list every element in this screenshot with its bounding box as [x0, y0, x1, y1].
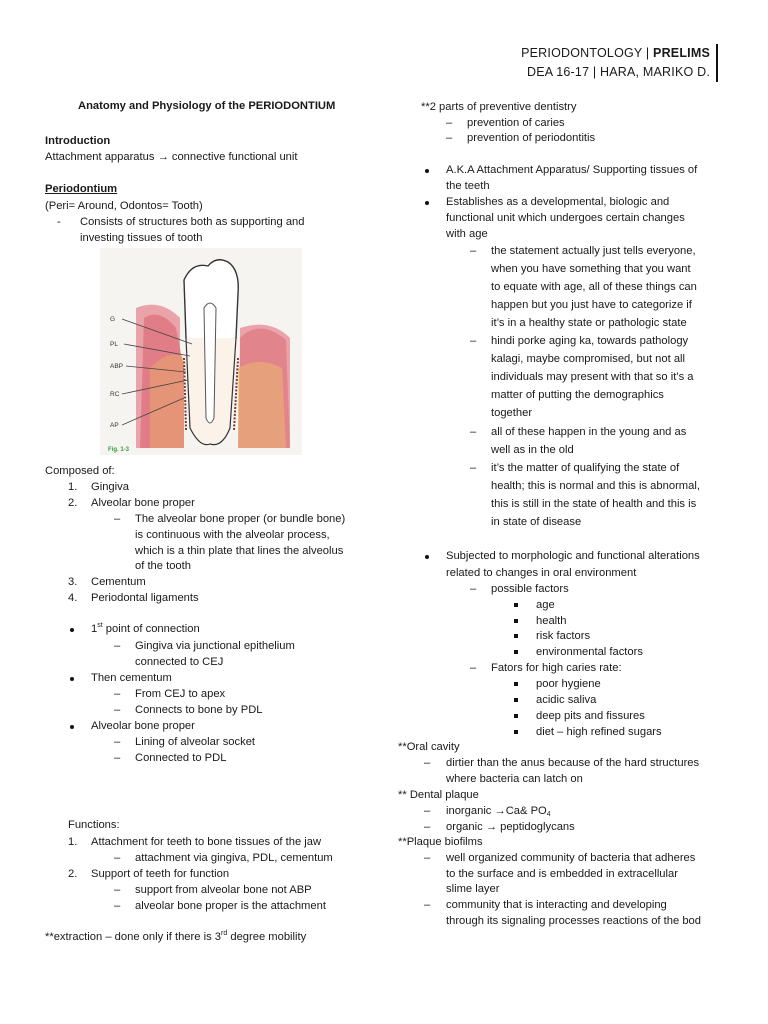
- factor-item: age: [536, 599, 555, 611]
- dash-marker: –: [470, 462, 477, 474]
- subjected-line: related to changes in oral environment: [446, 567, 637, 579]
- square-bullet: [514, 619, 518, 623]
- inorganic-line: [446, 804, 551, 818]
- abp-sub-line: The alveolar bone proper (or bundle bone): [135, 513, 346, 525]
- composed-heading: Composed of:: [45, 465, 115, 477]
- caries-item: deep pits and fissures: [536, 710, 645, 722]
- periodontium-etymology: (Peri= Around, Odontos= Tooth): [45, 200, 203, 212]
- periodontium-desc-2: investing tissues of tooth: [80, 232, 203, 244]
- function2-sub: alveolar bone proper is the attachment: [135, 900, 326, 912]
- dash-marker: –: [114, 752, 121, 764]
- first-point-num: 1: [91, 623, 98, 635]
- hindi-line: matter of putting the demographics: [491, 389, 664, 401]
- label-ap: AP: [110, 422, 119, 429]
- establishes-line: Establishes as a developmental, biologic and: [446, 196, 670, 208]
- extraction-text-end: degree mobility: [227, 931, 307, 943]
- first-point-text: point of connection: [102, 623, 200, 635]
- preventive-item: prevention of periodontitis: [467, 132, 596, 144]
- function-num-1: 1.: [68, 836, 78, 848]
- tooth-diagram-figure: [100, 248, 302, 455]
- factor-item: health: [536, 615, 567, 627]
- dash-marker: –: [114, 640, 121, 652]
- possible-factors: possible factors: [491, 583, 569, 595]
- square-bullet: [514, 714, 518, 718]
- matter-line: this is still in the state of health and this is: [491, 498, 697, 510]
- inorganic-sub: 4: [546, 811, 551, 818]
- establishes-line: with age: [446, 228, 488, 240]
- hindi-line: individuals may present with that so it’s a: [491, 371, 694, 383]
- dash-marker: –: [114, 513, 121, 525]
- dash-marker: -: [57, 216, 61, 228]
- composed-item-pdl: Periodontal ligaments: [91, 592, 199, 604]
- dash-marker: –: [446, 132, 453, 144]
- label-abp: ABP: [110, 363, 124, 370]
- abp-bullet-sub: Connected to PDL: [135, 752, 227, 764]
- matter-line: it’s the matter of qualifying the state of: [491, 462, 680, 474]
- label-g: G: [110, 316, 116, 323]
- function-item-1: Attachment for teeth to bone tissues of the jaw: [91, 836, 322, 848]
- fators-heading: Fators for high caries rate:: [491, 662, 622, 674]
- statement-line: when you have something that you want: [491, 263, 691, 275]
- cementum-sub: From CEJ to apex: [135, 688, 226, 700]
- hindi-line: together: [491, 407, 533, 419]
- extraction-note: [45, 930, 306, 944]
- hindi-line: hindi porke aging ka, towards pathology: [491, 335, 689, 347]
- page-title: Anatomy and Physiology of the PERIODONTIUM: [78, 100, 336, 112]
- header-rule: [716, 44, 718, 82]
- author-name: HARA, MARIKO D.: [600, 65, 710, 79]
- composed-item-abp: Alveolar bone proper: [91, 497, 195, 509]
- doc-header-line1: PERIODONTOLOGY | PRELIMS: [521, 46, 710, 60]
- function1-sub: attachment via gingiva, PDL, cementum: [135, 852, 333, 864]
- intro-heading: Introduction: [45, 135, 111, 147]
- section-label: DEA 16-17: [526, 65, 590, 79]
- first-point-line: [91, 622, 200, 636]
- abp-sub-line: which is a thin plate that lines the alveolus: [135, 545, 344, 557]
- gingiva-sub-1: Gingiva via junctional epithelium: [135, 640, 295, 652]
- gingiva-sub-2: connected to CEJ: [135, 656, 224, 668]
- course-name: PERIODONTOLOGY: [521, 46, 643, 60]
- square-bullet: [514, 634, 518, 638]
- abp-bullet: Alveolar bone proper: [91, 720, 195, 732]
- composed-item-cementum: Cementum: [91, 576, 146, 588]
- matter-line: health; this is normal and this is abnormal,: [491, 480, 700, 492]
- dash-marker: –: [470, 335, 477, 347]
- caries-item: diet – high refined sugars: [536, 726, 662, 738]
- statement-line: it’s in a healthy state or pathologic state: [491, 317, 687, 329]
- dash-marker: –: [470, 245, 477, 257]
- composed-num-3: 3.: [68, 576, 78, 588]
- bullet-dot: [425, 555, 429, 559]
- dash-marker: –: [114, 900, 121, 912]
- aka-line-2: the teeth: [446, 180, 490, 192]
- label-rc: RC: [110, 391, 120, 398]
- matter-line: in state of disease: [491, 516, 582, 528]
- then-cementum: Then cementum: [91, 672, 172, 684]
- functions-heading: Functions:: [68, 819, 120, 831]
- square-bullet: [514, 682, 518, 686]
- bullet-dot: [70, 725, 74, 729]
- dash-marker: –: [114, 736, 121, 748]
- extraction-text: **extraction – done only if there is 3: [45, 931, 221, 943]
- abp-bullet-sub: Lining of alveolar socket: [135, 736, 256, 748]
- preventive-heading: **2 parts of preventive dentistry: [421, 101, 577, 113]
- biofilm-line: well organized community of bacteria that adheres: [446, 852, 696, 864]
- biofilm-line: to the surface and is embedded in extracellular: [446, 868, 678, 880]
- biofilm-line: community that is interacting and developing: [446, 899, 667, 911]
- dash-marker: –: [470, 583, 477, 595]
- organic-line: organic → peptidoglycans: [446, 821, 575, 833]
- oral-cavity-heading: **Oral cavity: [398, 741, 460, 753]
- young-line: well as in the old: [491, 444, 574, 456]
- dash-marker: –: [424, 805, 431, 817]
- dash-marker: –: [114, 688, 121, 700]
- dash-marker: –: [470, 426, 477, 438]
- aka-line-1: A.K.A Attachment Apparatus/ Supporting tissues of: [446, 164, 698, 176]
- square-bullet: [514, 730, 518, 734]
- periodontium-desc-1: Consists of structures both as supporting and: [80, 216, 305, 228]
- square-bullet: [514, 698, 518, 702]
- square-bullet: [514, 650, 518, 654]
- oral-sub: dirtier than the anus because of the hard structures: [446, 757, 700, 769]
- abp-sub-line: of the tooth: [135, 560, 191, 572]
- term-label: PRELIMS: [653, 46, 710, 60]
- dash-marker: –: [424, 899, 431, 911]
- label-pl: PL: [110, 341, 118, 348]
- dash-marker: –: [424, 821, 431, 833]
- abp-sub-line: is continuous with the alveolar process,: [135, 529, 330, 541]
- figure-caption: Fig. 1-3: [108, 447, 130, 453]
- hindi-line: kalagi, maybe compromised, but not all: [491, 353, 686, 365]
- biofilm-line: through its signaling processes reactions of the bod: [446, 915, 701, 927]
- square-bullet: [514, 603, 518, 607]
- dash-marker: –: [114, 852, 121, 864]
- dash-marker: –: [114, 704, 121, 716]
- function2-sub: support from alveolar bone not ABP: [135, 884, 312, 896]
- young-line: all of these happen in the young and as: [491, 426, 687, 438]
- statement-line: happen but you just have to categorize if: [491, 299, 692, 311]
- extraction-sup: rd: [221, 930, 228, 937]
- statement-line: the statement actually just tells everyone,: [491, 245, 696, 257]
- statement-line: to equate with age, all of these things can: [491, 281, 697, 293]
- establishes-line: functional unit which undergoes certain changes: [446, 212, 685, 224]
- composed-item-gingiva: Gingiva: [91, 481, 129, 493]
- doc-header-line2: DEA 16-17 | HARA, MARIKO D.: [526, 65, 710, 79]
- periodontium-heading: Periodontium: [45, 183, 118, 195]
- dash-marker: –: [446, 117, 453, 129]
- bullet-dot: [70, 628, 74, 632]
- function-item-2: Support of teeth for function: [91, 868, 230, 880]
- inorganic-text: inorganic →Ca& PO: [446, 805, 547, 817]
- bullet-dot: [425, 201, 429, 205]
- factor-item: risk factors: [536, 630, 591, 642]
- dental-plaque-heading: ** Dental plaque: [398, 789, 479, 801]
- dash-marker: –: [114, 884, 121, 896]
- subjected-line: Subjected to morphologic and functional alterations: [446, 550, 700, 562]
- dash-marker: –: [470, 662, 477, 674]
- caries-item: poor hygiene: [536, 678, 601, 690]
- composed-num-1: 1.: [68, 481, 78, 493]
- biofilm-line: slime layer: [446, 883, 500, 895]
- bullet-dot: [70, 677, 74, 681]
- dash-marker: –: [424, 757, 431, 769]
- intro-text: Attachment apparatus → connective functional unit: [45, 151, 298, 163]
- bullet-dot: [425, 169, 429, 173]
- first-point-sup: st: [97, 622, 103, 629]
- dash-marker: –: [424, 852, 431, 864]
- preventive-item: prevention of caries: [467, 117, 565, 129]
- oral-sub: where bacteria can latch on: [446, 773, 583, 785]
- composed-num-2: 2.: [68, 497, 78, 509]
- biofilm-heading: **Plaque biofilms: [398, 836, 483, 848]
- function-num-2: 2.: [68, 868, 78, 880]
- caries-item: acidic saliva: [536, 694, 597, 706]
- factor-item: environmental factors: [536, 646, 643, 658]
- cementum-sub: Connects to bone by PDL: [135, 704, 263, 716]
- composed-num-4: 4.: [68, 592, 78, 604]
